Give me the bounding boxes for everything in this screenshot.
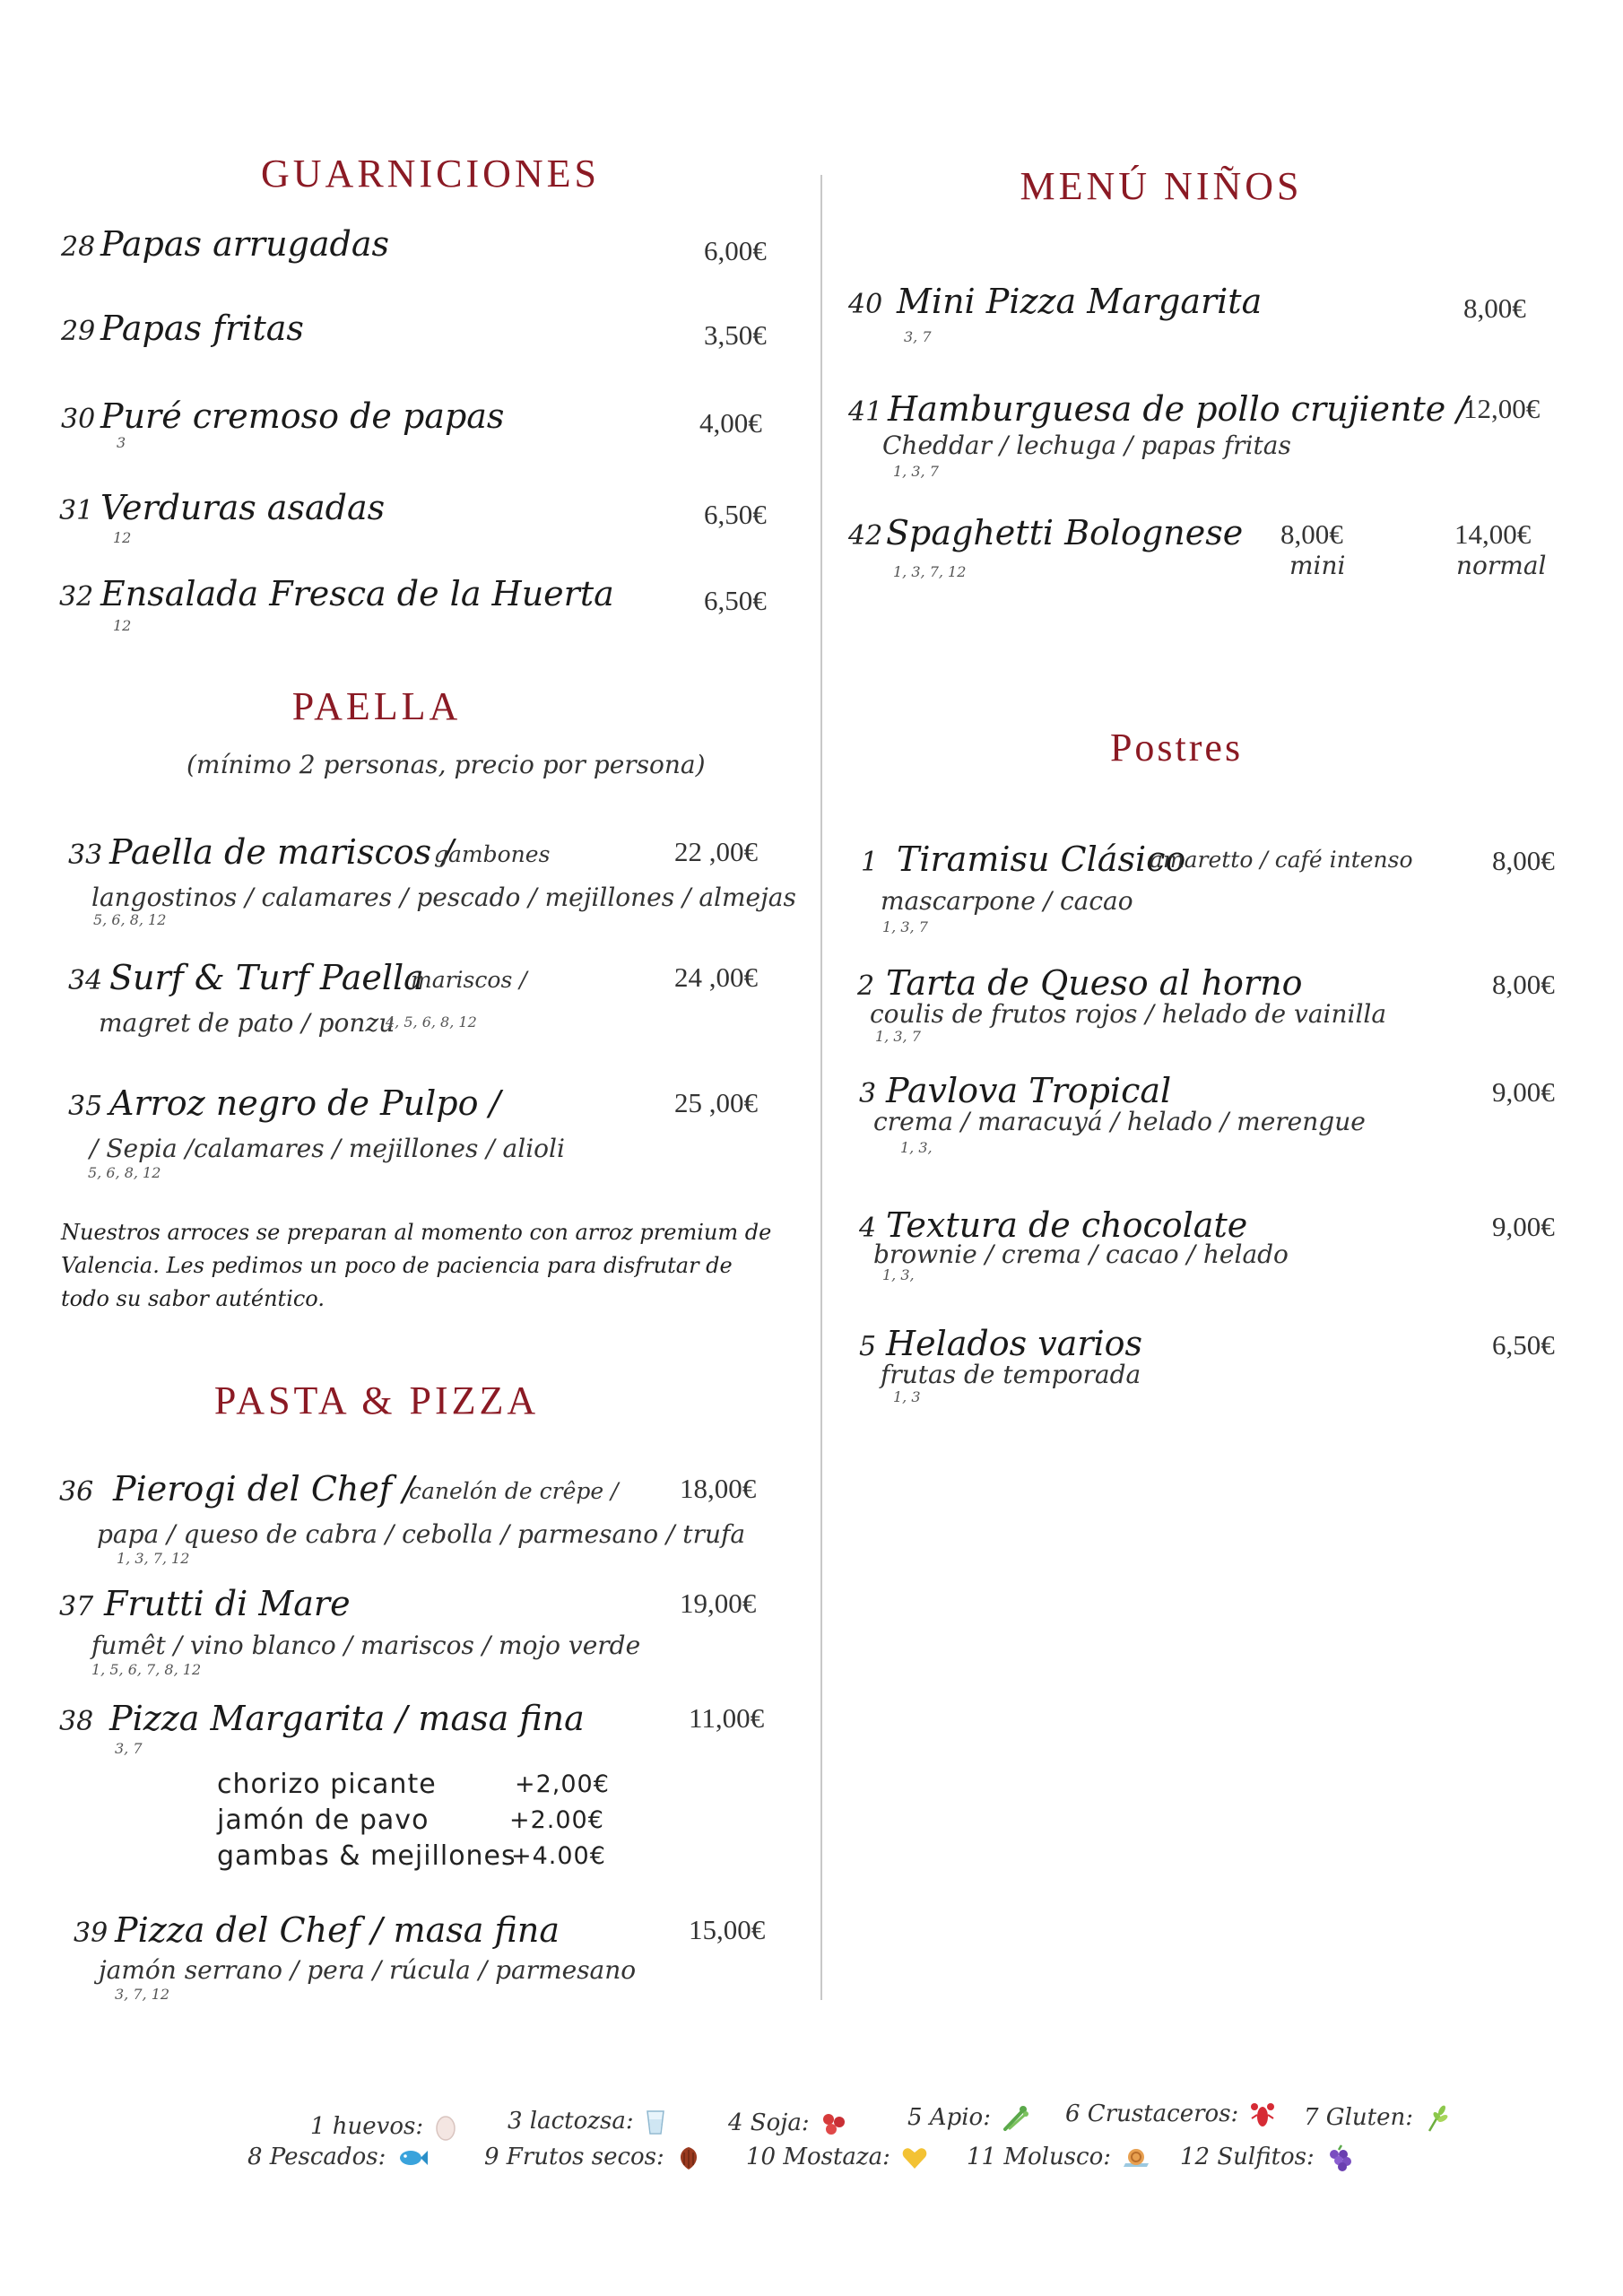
item-number: 29	[61, 316, 96, 347]
soy-icon	[820, 2111, 847, 2136]
item-name: Papas arrugadas	[100, 224, 389, 264]
legend-label: 12 Sulfitos:	[1180, 2144, 1315, 2170]
snail-icon	[1122, 2145, 1150, 2170]
allergen-codes: 3, 7	[115, 1740, 143, 1757]
item-number: 30	[61, 404, 96, 435]
item-name: Verduras asadas	[100, 488, 386, 527]
column-divider	[820, 175, 822, 2000]
item-extra: gambones	[434, 841, 551, 867]
item-number: 39	[74, 1918, 108, 1949]
item-price: 6,50€	[704, 585, 767, 616]
item-description: Cheddar / lechuga / papas fritas	[882, 430, 1291, 460]
legend-label: 1 huevos:	[310, 2113, 424, 2140]
wheat-icon	[1424, 2104, 1451, 2133]
item-description: langostinos / calamares / pescado / mejillones / almejas	[91, 883, 796, 912]
item-name: Puré cremoso de papas	[100, 396, 505, 436]
topping-price: +2,00€	[515, 1770, 610, 1798]
allergen-codes: 1, 3	[893, 1388, 921, 1405]
paella-subtitle: (mínimo 2 personas, precio por persona)	[187, 750, 706, 779]
allergen-codes: 1, 3, 7	[882, 918, 928, 935]
item-number: 1	[861, 847, 879, 878]
item-number: 41	[848, 396, 883, 428]
lobster-icon	[1250, 2100, 1275, 2129]
item-name: Mini Pizza Margarita	[897, 282, 1263, 321]
item-name: Frutti di Mare	[104, 1584, 351, 1623]
legend-label: 11 Molusco:	[967, 2144, 1112, 2170]
item-price: 6,00€	[704, 235, 767, 266]
item-description: magret de pato / ponzu	[99, 1008, 395, 1038]
item-description: brownie / crema / cacao / helado	[873, 1239, 1289, 1269]
item-name: Arroz negro de Pulpo /	[109, 1083, 501, 1123]
item-name: Pizza del Chef / masa fina	[115, 1910, 560, 1950]
celery-icon	[1002, 2105, 1028, 2132]
item-number: 36	[59, 1476, 94, 1508]
allergen-codes: 3, 7, 12	[115, 1986, 170, 2003]
allergen-codes: 1, 3,	[900, 1139, 933, 1156]
item-description: coulis de frutos rojos / helado de vainilla	[870, 999, 1387, 1029]
legend-item	[247, 2144, 430, 2170]
item-description: / Sepia /calamares / mejillones / alioli	[90, 1134, 565, 1163]
glass-icon	[645, 2109, 666, 2135]
item-name: Papas fritas	[100, 309, 304, 348]
item-price: 19,00€	[680, 1587, 757, 1619]
legend-item	[1065, 2100, 1275, 2129]
legend-label: 5 Apio:	[907, 2104, 991, 2131]
paella-note: Nuestros arroces se preparan al momento con arroz premium de Valencia. Les pedimos un poco de paciencia para disfrutar de todo su sabor auténtico.	[61, 1220, 772, 1311]
legend-label: 6 Crustaceros:	[1065, 2100, 1239, 2127]
item-number: 32	[59, 581, 94, 613]
allergen-codes: 4, 5, 6, 8, 12	[386, 1013, 477, 1031]
item-number: 33	[68, 839, 103, 871]
item-price: 8,00€	[1492, 969, 1555, 1000]
item-description: jamón serrano / pera / rúcula / parmesano	[99, 1955, 637, 1985]
allergen-codes: 5, 6, 8, 12	[93, 911, 167, 928]
heading-pasta-pizza: PASTA & PIZZA	[213, 1378, 540, 1422]
allergen-codes: 5, 6, 8, 12	[88, 1164, 161, 1181]
item-description: crema / maracuyá / helado / merengue	[873, 1107, 1366, 1136]
item-name: Spaghetti Bolognese	[886, 513, 1244, 552]
mustard-icon	[901, 2145, 928, 2170]
allergen-codes: 1, 3, 7, 12	[117, 1550, 190, 1567]
allergen-codes: 1, 5, 6, 7, 8, 12	[91, 1661, 202, 1678]
topping-price: +2.00€	[509, 1806, 604, 1834]
item-name: Helados varios	[886, 1324, 1143, 1363]
item-number: 4	[859, 1213, 877, 1244]
item-description: papa / queso de cabra / cebolla / parmesano / trufa	[97, 1519, 746, 1549]
item-number: 28	[61, 231, 96, 263]
legend-label: 4 Soja:	[728, 2109, 810, 2136]
item-number: 42	[848, 520, 883, 552]
item-price: 9,00€	[1492, 1076, 1555, 1108]
legend-item	[310, 2113, 457, 2141]
item-extra: amaretto / café intenso	[1150, 847, 1413, 873]
label-normal: normal	[1456, 551, 1547, 580]
legend-label: 8 Pescados:	[247, 2144, 386, 2170]
allergen-codes: 12	[113, 529, 132, 546]
item-name: Surf & Turf Paella	[109, 958, 424, 997]
legend-item	[1304, 2104, 1451, 2133]
item-number: 3	[859, 1078, 877, 1109]
item-price: 18,00€	[680, 1473, 757, 1504]
item-extra: mariscos /	[411, 967, 527, 993]
item-number: 34	[68, 965, 103, 996]
item-number: 5	[859, 1331, 877, 1362]
item-number: 2	[857, 970, 875, 1002]
allergen-codes: 3	[117, 434, 126, 451]
item-name: Pavlova Tropical	[886, 1071, 1172, 1110]
item-description: fumêt / vino blanco / mariscos / mojo verde	[91, 1631, 641, 1660]
item-price: 6,50€	[1492, 1329, 1555, 1361]
item-name: Pizza Margarita / masa fina	[109, 1699, 585, 1738]
item-name: Tiramisu Clásico	[897, 839, 1186, 879]
heading-menu-ninos: MENÚ NIÑOS	[1020, 164, 1303, 208]
price-normal: 14,00€	[1454, 518, 1532, 550]
allergen-codes: 1, 3, 7	[893, 463, 939, 480]
item-name: Tarta de Queso al horno	[886, 963, 1303, 1003]
item-extra: canelón de crêpe /	[409, 1478, 619, 1504]
legend-item	[508, 2108, 666, 2135]
nut-icon	[675, 2144, 702, 2171]
item-number: 38	[59, 1706, 94, 1737]
topping-name: gambas & mejillones	[217, 1840, 516, 1872]
item-price: 8,00€	[1492, 845, 1555, 876]
heading-paella: PAELLA	[291, 684, 462, 728]
allergen-codes: 12	[113, 617, 132, 634]
allergen-codes: 1, 3, 7	[875, 1028, 921, 1045]
item-price: 3,50€	[704, 319, 767, 351]
item-price: 15,00€	[689, 1914, 766, 1945]
allergen-codes: 3, 7	[904, 328, 932, 345]
legend-item	[1180, 2144, 1354, 2172]
heading-postres: Postres	[1109, 726, 1244, 770]
item-name: Ensalada Fresca de la Huerta	[100, 574, 614, 613]
topping-name: chorizo picante	[217, 1769, 437, 1800]
item-price: 9,00€	[1492, 1211, 1555, 1242]
price-mini: 8,00€	[1280, 518, 1343, 550]
topping-price: +4.00€	[511, 1842, 606, 1870]
allergen-codes: 1, 3, 7, 12	[893, 563, 967, 580]
item-name: Pierogi del Chef /	[113, 1469, 414, 1509]
item-number: 40	[848, 289, 883, 320]
item-price: 22 ,00€	[674, 836, 758, 867]
item-number: 31	[59, 495, 94, 526]
legend-item	[746, 2144, 928, 2170]
allergen-codes: 1, 3,	[882, 1266, 915, 1283]
heading-guarniciones: GUARNICIONES	[261, 152, 600, 196]
legend-item	[728, 2109, 847, 2136]
item-price: 11,00€	[689, 1702, 765, 1734]
topping-name: jamón de pavo	[217, 1805, 430, 1836]
item-description: mascarpone / cacao	[881, 886, 1133, 916]
item-price: 24 ,00€	[674, 961, 758, 993]
item-number: 37	[59, 1591, 94, 1622]
item-price: 6,50€	[704, 499, 767, 530]
item-price: 12,00€	[1463, 393, 1541, 424]
legend-item	[484, 2144, 702, 2171]
legend-item	[907, 2104, 1028, 2132]
legend-label: 9 Frutos secos:	[484, 2144, 664, 2170]
item-name: Hamburguesa de pollo crujiente /	[888, 389, 1469, 429]
item-name: Paella de mariscos /	[109, 832, 454, 872]
item-price: 25 ,00€	[674, 1087, 758, 1118]
item-name: Textura de chocolate	[886, 1205, 1248, 1245]
legend-label: 3 lactozsa:	[508, 2108, 634, 2135]
legend-item	[967, 2144, 1150, 2170]
fish-icon	[397, 2146, 430, 2170]
label-mini: mini	[1289, 551, 1346, 580]
grapes-icon	[1325, 2144, 1354, 2172]
item-number: 35	[68, 1091, 103, 1122]
item-price: 8,00€	[1463, 292, 1526, 324]
legend-label: 7 Gluten:	[1304, 2104, 1413, 2131]
egg-icon	[434, 2114, 457, 2141]
legend-label: 10 Mostaza:	[746, 2144, 890, 2170]
item-price: 4,00€	[699, 407, 762, 439]
item-description: frutas de temporada	[881, 1360, 1141, 1389]
